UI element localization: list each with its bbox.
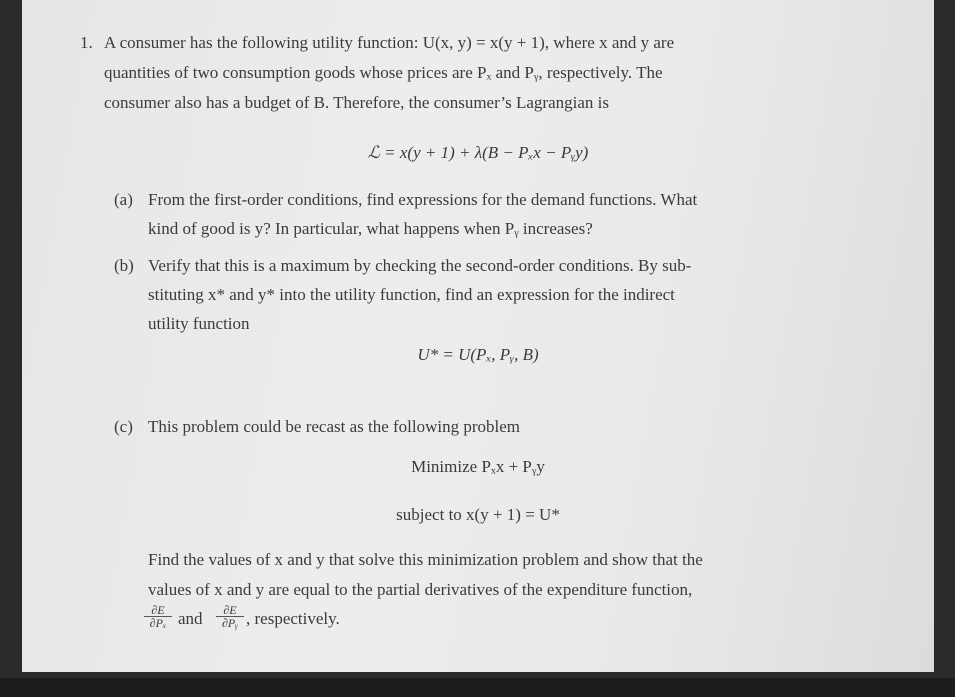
part-c-and: and — [178, 609, 203, 628]
part-c-line-2: values of x and y are equal to the partial derivatives of the expenditure function, — [148, 580, 693, 599]
part-b-line-1: Verify that this is a maximum by checking the second-order conditions. By sub- — [148, 256, 692, 275]
partial-e-px-fraction — [144, 604, 172, 629]
part-a-line-2: kind of good is y? In particular, what happens when Pᵧ increases? — [148, 219, 593, 238]
document-page — [22, 0, 934, 672]
bottom-dark-band — [0, 678, 955, 697]
part-b-line-3: utility function — [148, 314, 250, 333]
frac2-denominator: ∂Pᵧ — [221, 616, 239, 630]
indirect-utility-equation: U* = U(Pₓ, Pᵧ, B) — [417, 345, 539, 364]
part-c-intro: This problem could be recast as the following problem — [148, 417, 521, 436]
part-c-respectively: , respectively. — [246, 609, 340, 628]
lagrangian-equation: ℒ = x(y + 1) + λ(B − Pₓx − Pᵧy) — [367, 143, 589, 162]
constraint-equation: subject to x(y + 1) = U* — [396, 505, 560, 524]
part-b-label: (b) — [114, 256, 134, 275]
part-c-line-1: Find the values of x and y that solve this minimization problem and show that the — [148, 550, 703, 569]
intro-line-3: consumer also has a budget of B. Therefore, the consumer’s Lagrangian is — [104, 93, 609, 112]
problem-number: 1. — [80, 33, 93, 52]
frac2-numerator: ∂E — [216, 604, 244, 617]
part-a-label: (a) — [114, 190, 133, 209]
part-c-label: (c) — [114, 417, 133, 436]
minimize-objective: Minimize Pₓx + Pᵧy — [411, 457, 545, 476]
part-b-line-2: stituting x* and y* into the utility function, find an expression for the indirect — [148, 285, 675, 304]
intro-line-1: A consumer has the following utility function: U(x, y) = x(y + 1), where x and y are — [104, 33, 675, 52]
intro-line-2: quantities of two consumption goods whose prices are Pₓ and Pᵧ, respectively. The — [104, 63, 663, 82]
partial-e-py-fraction — [216, 604, 244, 629]
frac1-numerator: ∂E — [144, 604, 172, 617]
frac1-denominator: ∂Pₓ — [149, 616, 167, 630]
part-a-line-1: From the first-order conditions, find expressions for the demand functions. What — [148, 190, 698, 209]
